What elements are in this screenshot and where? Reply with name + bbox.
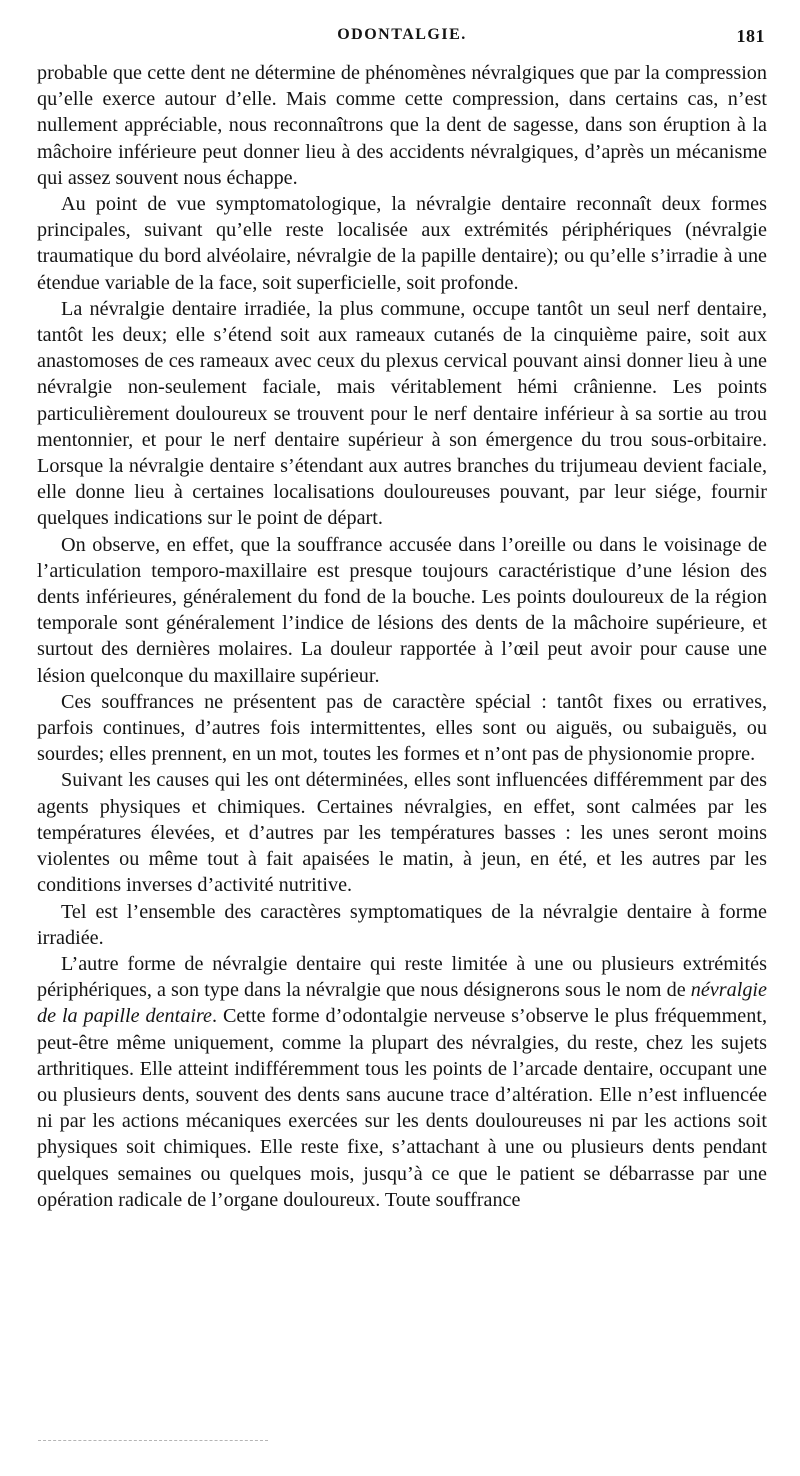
paragraph-4: On observe, en effet, que la souffrance accusée dans l’oreille ou dans le voisinage de l’articulation temporo-maxillaire est presque toujours caractéristique d’une lésion des dents inférieures, généralement du fond de la bouche. Les points douloureux de la région temporale sont généralement l’indice de lésions des dents de la mâchoire supérieure, et surtout des dernières molaires. La douleur rapportée à l’œil peut avoir pour cause une lésion quelconque du maxillaire supérieur. <box>37 533 767 687</box>
paragraph-8 <box>37 951 767 1213</box>
running-title: ODONTALGIE. <box>337 26 467 43</box>
page <box>37 26 767 1213</box>
page-header <box>37 26 767 60</box>
paragraph-3: La névralgie dentaire irradiée, la plus commune, occupe tantôt un seul nerf dentaire, tantôt les deux; elle s’étend soit aux rameaux cutanés de la cinquième paire, soit aux anastomoses de ces rameaux avec ceux du plexus cervical pouvant ainsi donner lieu à une névralgie non-seulement faciale, mais véritablement hémi crânienne. Les points particulièrement douloureux se trouvent pour le nerf dentaire inférieur à sa sortie au trou mentonnier, et pour le nerf dentaire supérieur à son émergence du trou sous-orbitaire. Lorsque la névralgie dentaire s’étendant aux autres branches du trijumeau devient faciale, elle donne lieu à certaines localisations douloureuses pouvant, par leur siége, fournir quelques indications sur le point de départ. <box>37 297 767 530</box>
term-italic: névralgie de la papille dentaire <box>37 979 767 1028</box>
page-number: 181 <box>736 26 765 46</box>
paragraph-8-end: . Cette forme d’odontalgie nerveuse s’observe le plus fréquemment, peut-être même uniquement, comme la plupart des névralgies, du reste, chez les sujets arthritiques. Elle atteint indifféremment tous les points de l’arcade dentaire, occupant une ou plusieurs dents, souvent des dents sans aucune trace d’altération. Elle n’est influencée ni par les actions mécaniques exercées sur les dents douloureuses ni par les actions soit physiques soit chimiques. Elle reste fixe, s’attachant à une ou plusieurs dents pendant quelques semaines ou quelques mois, jusqu’à ce que le patient se débarrasse par une opération radicale de l’organe douloureux. Toute souffrance <box>37 1005 767 1211</box>
paragraph-6: Suivant les causes qui les ont déterminées, elles sont influencées différemment par des agents physiques et chimiques. Certaines névralgies, en effet, sont calmées par les températures élevées, et d’autres par les températures basses : les unes seront moins violentes ou même tout à fait apaisées le matin, à jeun, en été, et les autres par les conditions inverses d’activité nutritive. <box>37 769 767 897</box>
footer-rule <box>38 1440 268 1441</box>
paragraph-2: Au point de vue symptomatologique, la névralgie dentaire reconnaît deux formes principales, suivant qu’elle reste localisée aux extrémités périphériques (névralgie traumatique du bord alvéolaire, névralgie de la papille dentaire); ou qu’elle s’irradie à une étendue variable de la face, soit superficielle, soit profonde. <box>37 193 767 294</box>
body-text <box>37 60 767 1213</box>
paragraph-5: Ces souffrances ne présentent pas de caractère spécial : tantôt fixes ou erratives, parfois continues, d’autres fois intermittentes, elles sont ou aiguës, ou subaiguës, ou sourdes; elles prennent, en un mot, toutes les formes et n’ont pas de physionomie propre. <box>37 690 767 766</box>
paragraph-8-start: L’autre forme de névralgie dentaire qui reste limitée à une ou plusieurs extrémités périphériques, a son type dans la névralgie que nous désignerons sous le nom de <box>37 952 767 1002</box>
paragraph-7: Tel est l’ensemble des caractères symptomatiques de la névralgie dentaire à forme irradiée. <box>37 900 767 949</box>
paragraph-1: probable que cette dent ne détermine de phénomènes névralgiques que par la compression qu’elle exerce autour d’elle. Mais comme cette compression, dans certains cas, n’est nullement appréciable, nous reconnaîtrons que la dent de sagesse, dans son éruption à la mâchoire inférieure peut donner lieu à des accidents névralgiques, d’après un mécanisme qui assez souvent nous échappe. <box>37 62 767 189</box>
